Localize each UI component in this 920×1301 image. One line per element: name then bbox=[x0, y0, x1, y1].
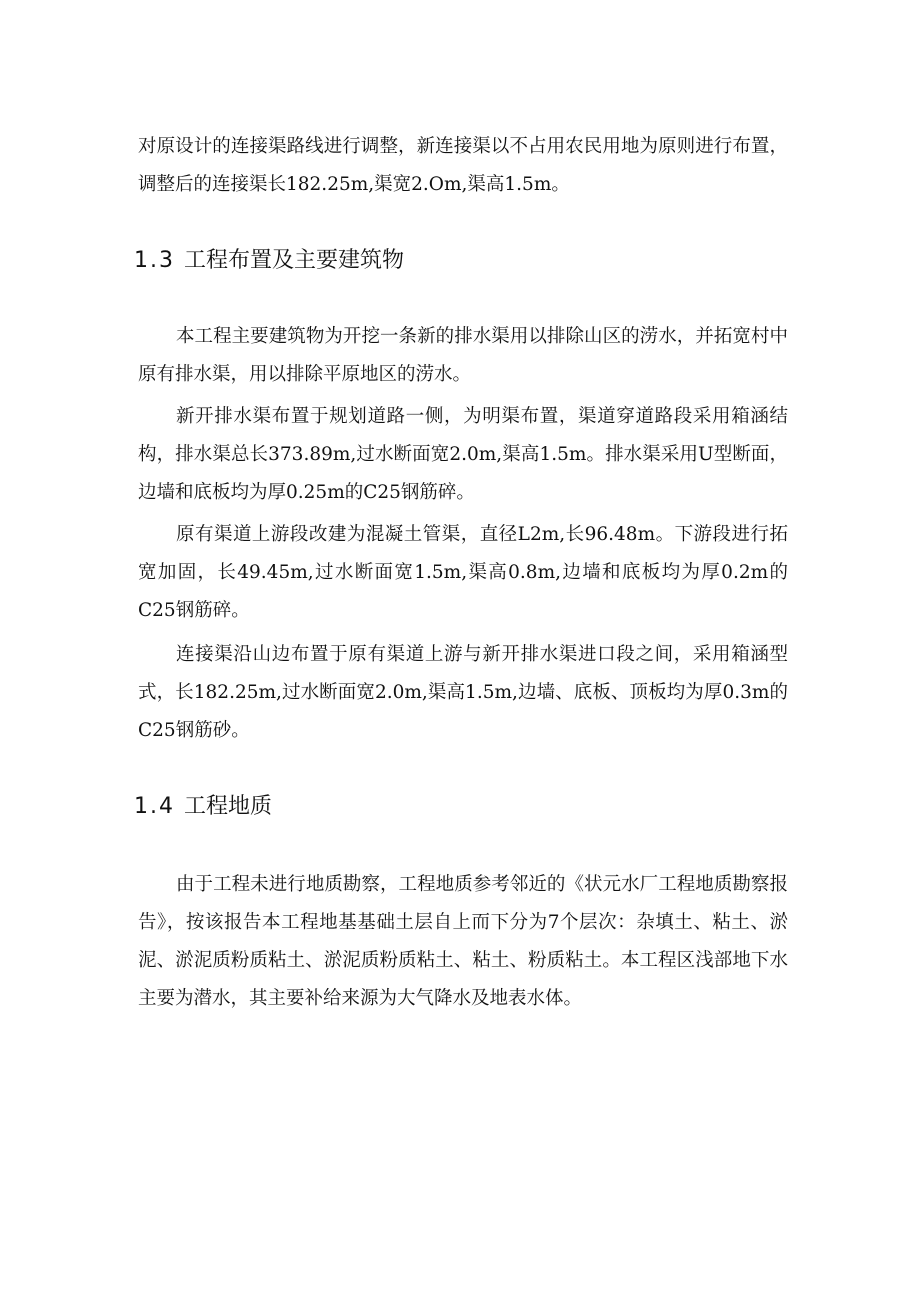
intro-paragraph: 对原设计的连接渠路线进行调整，新连接渠以不占用农民用地为原则进行布置，调整后的连接渠长182.25m,渠宽2.Om,渠高1.5m。 bbox=[138, 136, 788, 195]
section-number: 1.3 bbox=[134, 248, 175, 273]
body-paragraph: 新开排水渠布置于规划道路一侧，为明渠布置，渠道穿道路段采用箱涵结构，排水渠总长373.89m,过水断面宽2.0m,渠高1.5m。排水渠采用U型断面，边墙和底板均为厚0.25m的C25钢筋碎。 bbox=[138, 406, 788, 503]
body-paragraph: 连接渠沿山边布置于原有渠道上游与新开排水渠进口段之间，采用箱涵型式，长182.25m,过水断面宽2.0m,渠高1.5m,边墙、底板、顶板均为厚0.3m的C25钢筋砂。 bbox=[138, 644, 788, 741]
section-heading-1-4 bbox=[134, 792, 272, 822]
section-heading-1-3 bbox=[134, 246, 404, 276]
body-paragraph: 由于工程未进行地质勘察，工程地质参考邻近的《状元水厂工程地质勘察报告》，按该报告本工程地基基础土层自上而下分为7个层次：杂填土、粘土、淤泥、淤泥质粉质粘土、淤泥质粉质粘土、粘土、粉质粘土。本工程区浅部地下水主要为潜水，其主要补给来源为大气降水及地表水体。 bbox=[138, 874, 788, 1009]
section-title: 工程布置及主要建筑物 bbox=[184, 248, 405, 273]
body-paragraph: 原有渠道上游段改建为混凝土管渠，直径L2m,长96.48m。下游段进行拓宽加固，长49.45m,过水断面宽1.5m,渠高0.8m,边墙和底板均为厚0.2m的C25钢筋碎。 bbox=[138, 524, 788, 621]
section-number: 1.4 bbox=[134, 794, 175, 819]
section-title: 工程地质 bbox=[184, 794, 273, 819]
body-paragraph: 本工程主要建筑物为开挖一条新的排水渠用以排除山区的涝水，并拓宽村中原有排水渠，用以排除平原地区的涝水。 bbox=[138, 326, 788, 385]
